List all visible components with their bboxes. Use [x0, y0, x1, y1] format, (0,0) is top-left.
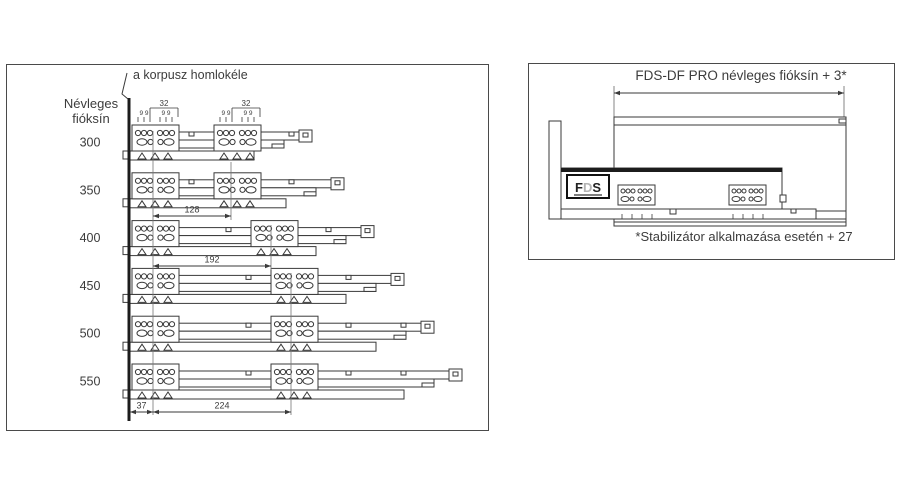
- slide-row-350: [80, 173, 344, 208]
- stabilizer-note: *Stabilizátor alkalmazása esetén + 27: [635, 229, 853, 244]
- mounting-hole-cluster: [618, 185, 655, 205]
- svg-text:450: 450: [79, 278, 101, 293]
- front-edge-label: a korpusz homlokéle: [133, 68, 248, 82]
- axis-label-line1: Névleges: [63, 96, 119, 111]
- svg-text:32: 32: [241, 99, 251, 108]
- side-view-dimension-title: FDS-DF PRO névleges fióksín + 3*: [635, 68, 847, 83]
- svg-text:FDS: FDS: [574, 180, 602, 195]
- svg-text:224: 224: [214, 400, 230, 411]
- slide-row-550: [80, 364, 462, 399]
- svg-text:9 9: 9 9: [221, 110, 231, 117]
- slide-row-400: [80, 221, 374, 256]
- svg-text:500: 500: [79, 326, 101, 341]
- cabinet-rail: [561, 209, 846, 219]
- drawer-side-view: [549, 86, 846, 226]
- mounting-hole-cluster: [729, 185, 766, 205]
- axis-label-line2: fióksín: [72, 111, 110, 126]
- svg-text:9 9: 9 9: [139, 110, 149, 117]
- svg-text:400: 400: [79, 231, 101, 246]
- svg-text:192: 192: [204, 254, 220, 265]
- svg-text:9 9: 9 9: [161, 110, 171, 117]
- svg-text:550: 550: [79, 374, 101, 389]
- svg-text:9 9: 9 9: [243, 110, 253, 117]
- svg-text:350: 350: [79, 183, 101, 198]
- fds-logo: [567, 175, 609, 198]
- svg-text:128: 128: [184, 204, 200, 215]
- slide-row-500: [80, 316, 434, 351]
- svg-text:32: 32: [159, 99, 169, 108]
- axis-label-nevleges-fioksin: [41, 96, 141, 126]
- svg-text:300: 300: [79, 135, 101, 150]
- svg-text:37: 37: [136, 400, 147, 411]
